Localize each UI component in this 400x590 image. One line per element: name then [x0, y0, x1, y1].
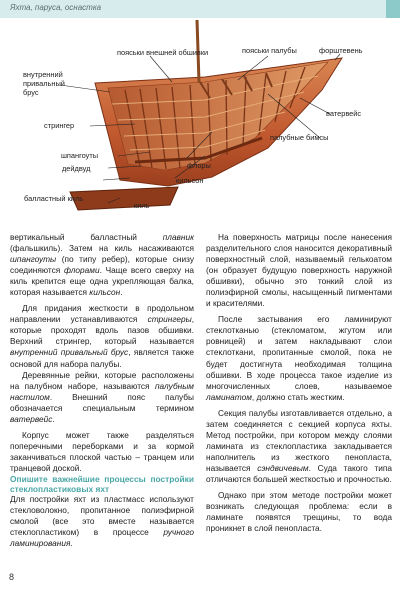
label-waterway: ватервейс	[326, 109, 362, 118]
ballast-keel-shape	[70, 187, 178, 210]
label-deck-beams: палубные бимсы	[270, 133, 329, 142]
left-text-column	[10, 232, 194, 549]
label-deadwood: дейдвуд	[62, 164, 91, 173]
label-floors: флоры	[187, 161, 211, 170]
label-inner-clamp-1: внутренний	[23, 70, 63, 79]
page-number: 8	[9, 572, 15, 582]
paragraph: Секция палубы изготавливается отдельно, а затем соединяется с секцией корпуса яхты. Метод постройки, при котором между слоями ламината из стеклопластика закладывается наполнитель из жесткого пенопласта, называется сэндвичевым. Суда такого типа отличаются большей жесткостью и прочностью.	[206, 407, 392, 484]
label-keel: киль	[134, 201, 150, 210]
label-deck-belt: пояськи палубы	[242, 46, 297, 55]
hull-construction-figure	[0, 20, 400, 228]
right-text-column	[206, 232, 392, 534]
paragraph: Для придания жесткости в продольном направлении устанавливаются стрингеры, которые проходят вдоль пазов обшивки. Верхний стрингер, который называется внутренний привальный брус, является также основой для набора палубы.	[10, 303, 195, 369]
label-inner-clamp-3: брус	[23, 88, 39, 97]
paragraph: Для постройки яхт из пластмасс используют стекловолокно, пропитанное полиэфирной смолой (все это вместе называется стеклопластиком) в процессе ручного ламинирования.	[10, 493, 194, 549]
running-title: Яхта, паруса, оснастка	[10, 3, 102, 12]
running-header	[0, 0, 400, 18]
header-tab-marker	[386, 0, 400, 18]
section-heading: Опишите важнейшие процессы постройки стеклопластиковых яхт	[10, 473, 194, 494]
paragraph: После застывания его ламинируют стеклотканью (стекломатом, жгутом или ровницей) и затем накладывают слои стеклоткани, пропитанные смолой, пока не будет достигнута необходимая толщина обшивки. В ходе процесса такое изделие из многочисленных слоев, называемое ламинатом, должно стать жестким.	[206, 314, 392, 402]
paragraph: Деревянные рейки, которые расположены на палубном наборе, называются палубным настилом. Внешний пояс палубы обозначается специальным термином ватервейс.	[10, 369, 194, 424]
label-stringer: стрингер	[44, 121, 75, 130]
label-outer-planking-belt: пояськи внешней обшивки	[117, 48, 209, 57]
paragraph: Корпус может также разделяться поперечными переборками и за кормой заканчиваться плоской частью – транцем или транцевой доской.	[10, 429, 194, 473]
label-keelson: кильсон	[176, 176, 204, 185]
paragraph: На поверхность матрицы после нанесения разделительного слоя наносится декоративный поверхностный слой, называемый гелькоатом (он образует будущую поверхность наружной обшивки), обычно это тонкий слой из полиэфирной смолы, насыщенный пигментами и красителями.	[206, 232, 392, 309]
paragraph: вертикальный балластный плавник (фальшкиль). Затем на киль насаживаются шпангоуты (по типу ребер), которые снизу соединяются флорами. Чаще всего сверху на киль крепится еще одна укрепляющая балка, которая называется кильсон.	[10, 232, 194, 298]
label-inner-clamp-2: привальный	[23, 79, 65, 88]
label-stem: форштевень	[319, 46, 363, 55]
label-frames: шпангоуты	[61, 151, 99, 160]
label-ballast-keel: балластный киль	[24, 194, 84, 203]
paragraph: Однако при этом методе постройки может возникать следующая проблема: если в ламинате появятся трещины, то вода проникнет в слой пенопласта.	[206, 490, 392, 534]
